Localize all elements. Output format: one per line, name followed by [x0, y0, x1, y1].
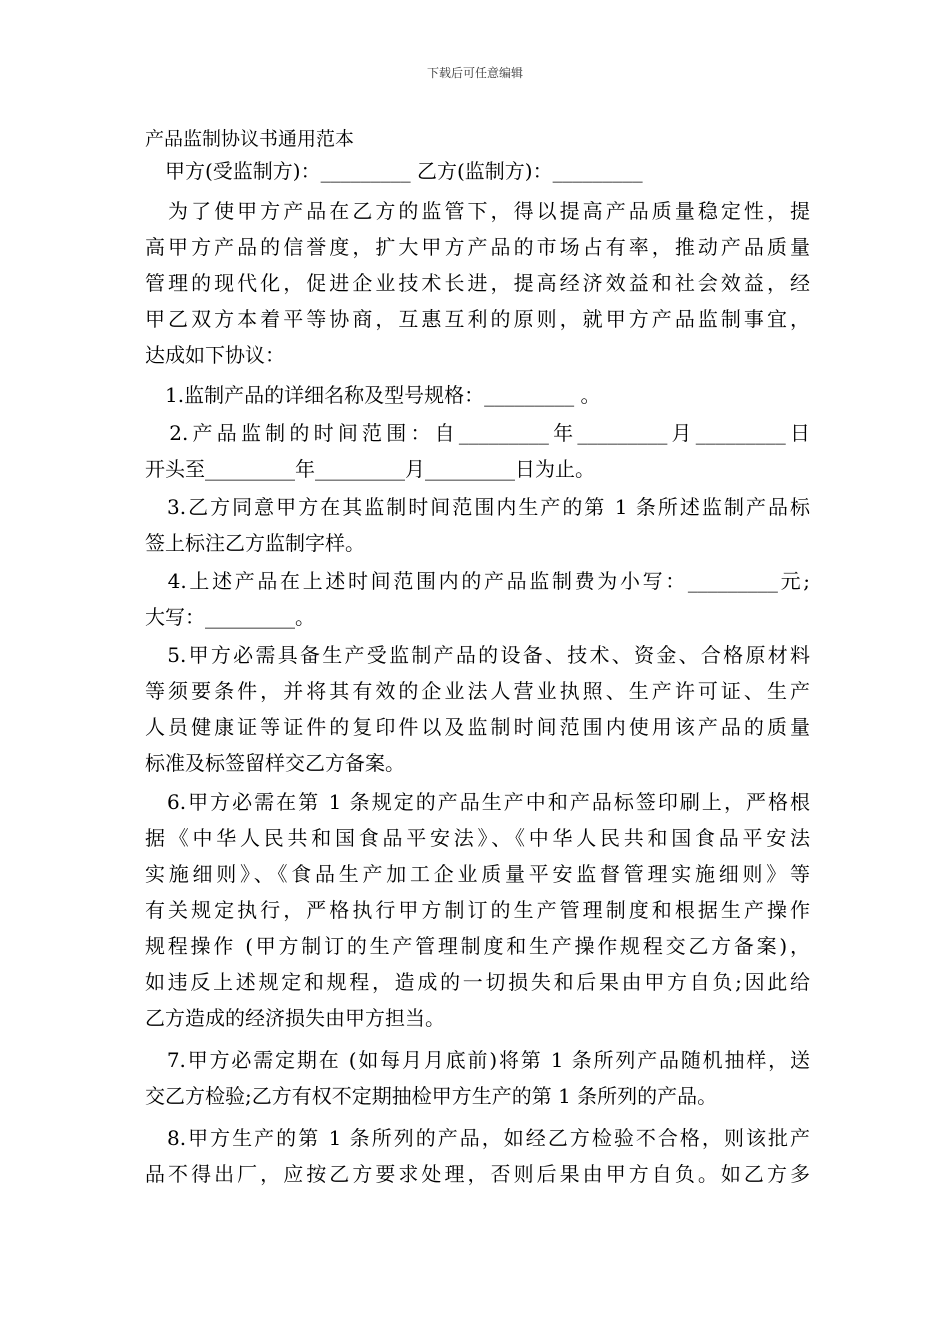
- body-line: 高甲方产品的信誉度，扩大甲方产品的市场占有率，推动产品质量: [145, 235, 810, 259]
- body-line: 甲乙双方本着平等协商，互惠互利的原则，就甲方产品监制事宜，: [145, 307, 810, 331]
- clause-8-cont: 品不得出厂，应按乙方要求处理，否则后果由甲方自负。如乙方多: [145, 1162, 810, 1186]
- clause-2: 2.产品监制的时间范围：自_________年_________月_________日: [145, 421, 810, 445]
- clause-6-cont: 乙方造成的经济损失由甲方担当。: [145, 1006, 445, 1030]
- body-line: 管理的现代化，促进企业技术长进，提高经济效益和社会效益，经: [145, 271, 810, 295]
- clause-4-cont: 大写：_________。: [145, 605, 315, 629]
- clause-2-cont: 开头至_________年_________月_________日为止。: [145, 457, 595, 481]
- clause-5-cont: 人员健康证等证件的复印件以及监制时间范围内使用该产品的质量: [145, 715, 810, 739]
- body-line: 为了使甲方产品在乙方的监管下，得以提高产品质量稳定性，提: [145, 199, 810, 223]
- clause-8: 8.甲方生产的第 1 条所列的产品，如经乙方检验不合格，则该批产: [145, 1126, 810, 1150]
- clause-6-cont: 有关规定执行，严格执行甲方制订的生产管理制度和根据生产操作: [145, 898, 810, 922]
- clause-6: 6.甲方必需在第 1 条规定的产品生产中和产品标签印刷上，严格根: [145, 790, 810, 814]
- party-line: 甲方(受监制方)：_________ 乙方(监制方)：_________: [145, 159, 643, 183]
- clause-6-cont: 据《中华人民共和国食品平安法》、《中华人民共和国食品平安法: [145, 826, 810, 850]
- body-line: 达成如下协议：: [145, 343, 285, 367]
- clause-5: 5.甲方必需具备生产受监制产品的设备、技术、资金、合格原材料: [145, 643, 810, 667]
- clause-4: 4.上述产品在上述时间范围内的产品监制费为小写：_________元;: [145, 569, 810, 593]
- clause-3: 3.乙方同意甲方在其监制时间范围内生产的第 1 条所述监制产品标: [145, 495, 810, 519]
- clause-6-cont: 如违反上述规定和规程，造成的一切损失和后果由甲方自负;因此给: [145, 970, 810, 994]
- document-title: 产品监制协议书通用范本: [145, 128, 355, 150]
- clause-3-cont: 签上标注乙方监制字样。: [145, 531, 365, 555]
- clause-5-cont: 等须要条件，并将其有效的企业法人营业执照、生产许可证、生产: [145, 679, 810, 703]
- clause-6-cont: 规程操作 (甲方制订的生产管理制度和生产操作规程交乙方备案)，: [145, 934, 810, 958]
- header-note: 下载后可任意编辑: [426, 66, 523, 80]
- clause-1: 1.监制产品的详细名称及型号规格：_________ 。: [145, 383, 601, 407]
- clause-6-cont: 实施细则》、《食品生产加工企业质量平安监督管理实施细则》等: [145, 862, 810, 886]
- clause-7-cont: 交乙方检验;乙方有权不定期抽检甲方生产的第 1 条所列的产品。: [145, 1084, 718, 1108]
- clause-5-cont: 标准及标签留样交乙方备案。: [145, 751, 405, 775]
- clause-7: 7.甲方必需定期在 (如每月月底前)将第 1 条所列产品随机抽样，送: [145, 1048, 810, 1072]
